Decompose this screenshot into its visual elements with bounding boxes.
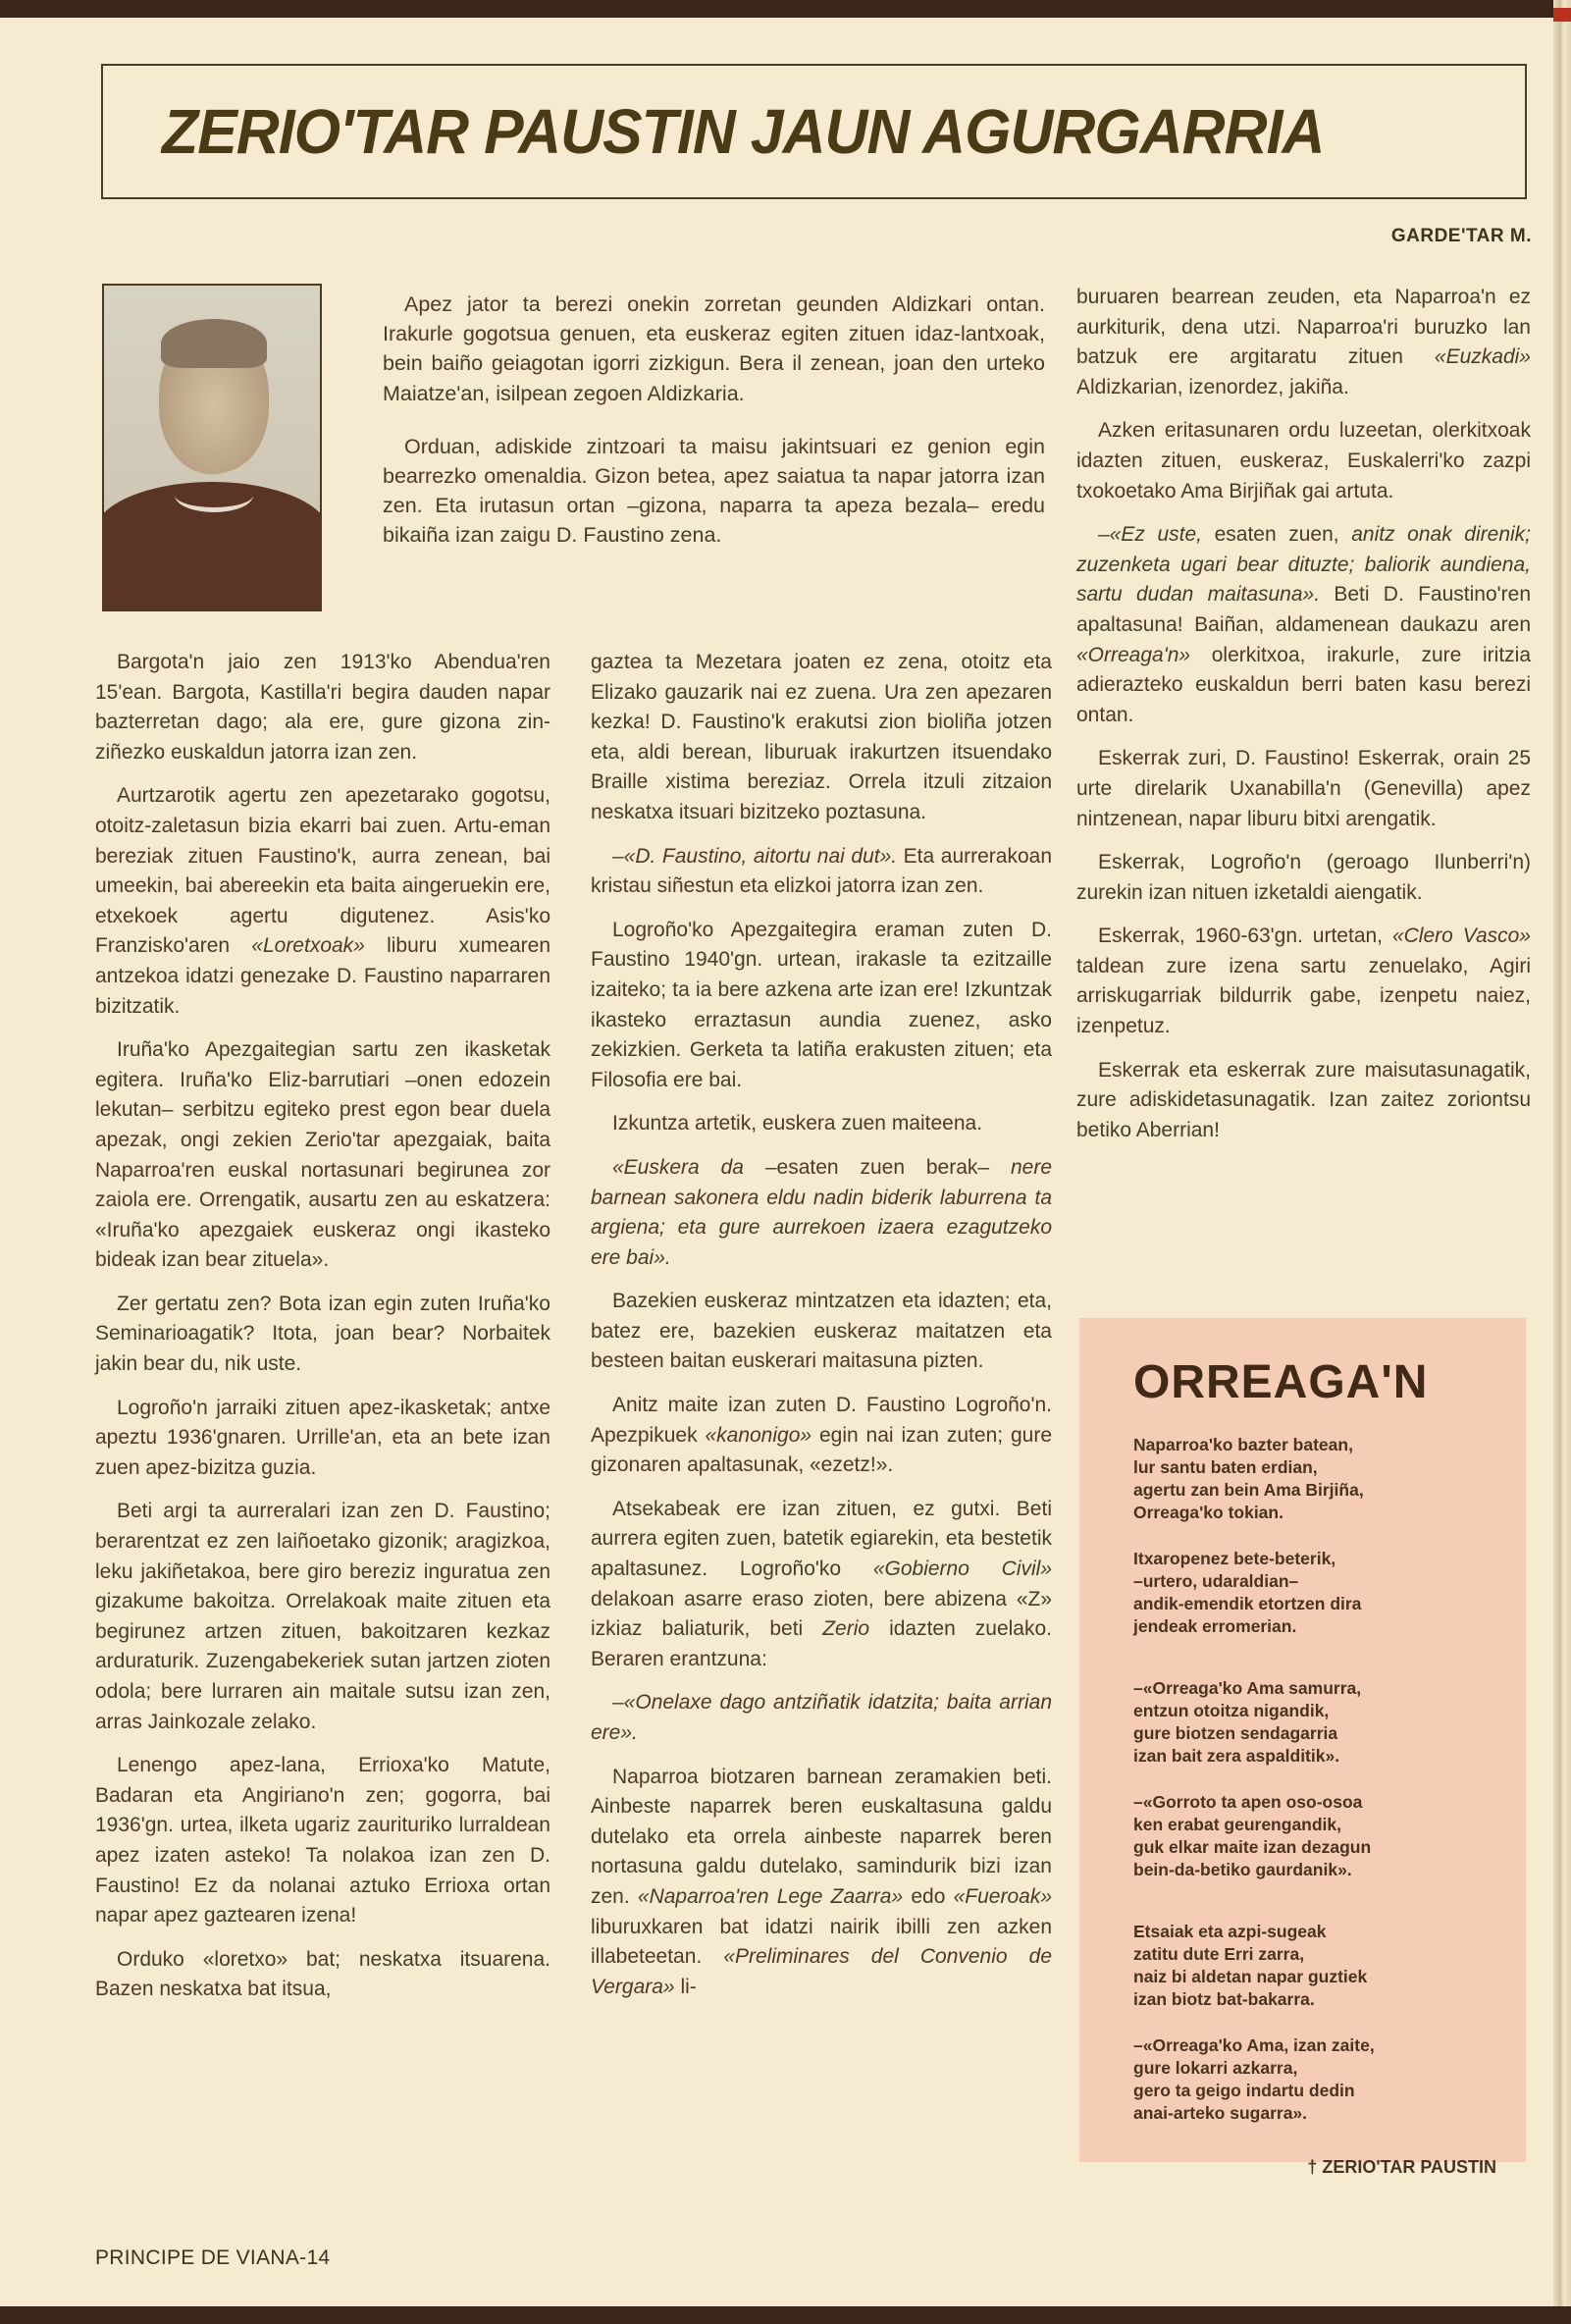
quote-paragraph: –«Onelaxe dago antziñatik idatzita; baita arrian ere». [591,1691,1052,1744]
paragraph: –«Ez uste, esaten zuen, anitz onak direnik; zuzenketa ugari bear dituzte; baliorik aundiena, sartu dudan maitasuna». Beti D. Faustino'ren apaltasuna! Baiñan, aldamenean daukazu aren «Orreaga'n» olerkitxoa, irakurle, zure iritzia adierazteko euskaldun berri baten kasu berezi ontan. [1076,523,1532,726]
column-3 [1076,283,1531,1159]
paragraph: Eskerrak eta eskerrak zure maisutasunagatik, zure adiskidetasunagatik. Izan zaitez zoriontsu betiko Aberrian! [1076,1058,1531,1141]
paragraph: Naparroa biotzaren barnean zeramakien beti. Ainbeste naparrek beren euskaltasuna galdu dutelako eta orrela ainbeste naparrek beren nortasuna galdu dutelako, samindurik bizi izan zen. «Naparroa'ren Lege Zaarra» edo «Fueroak» liburuxkaren bat idatzi nairik ibilli zen azken illabeteetan. «Preliminares del Convenio de Vergara» li- [591,1765,1053,1998]
paragraph: Anitz maite izan zuten D. Faustino Logroño'n. Apezpikuek «kanonigo» egin nai izan zuten; gure gizonaren apaltasunak, «ezetz!». [591,1394,1052,1477]
poem-sidebar [1079,1318,1526,2177]
paragraph: Logroño'n jarraiki zituen apez-ikasketak; antxe apeztu 1936'gnaren. Urrille'an, eta an bete izan zuen apez-bizitza guzia. [95,1396,550,1479]
byline: GARDE'TAR M. [1390,226,1532,246]
portrait-photo [102,284,322,611]
paragraph: gaztea ta Mezetara joaten ez zena, otoitz eta Elizako gauzarik nai ez zuena. Ura zen apezaren kezka! D. Faustino'k erakutsi zion bioliña jotzen eta, aldi berean, liburuak irakurtzen itsuendako Braille xistima bereziaz. Orrela itzuli zitzaion neskatxa itsuari bizitzeko poztasuna. [591,651,1052,823]
poem-stanza: –«Orreaga'ko Ama samurra, entzun otoitza nigandik, gure biotzen sendagarria izan bait zera aspalditik». [1133,1678,1362,1766]
intro-paragraph: Orduan, adiskide zintzoari ta maisu jakintsuari ez genion egin bearrezko omenaldia. Gizon betea, apez saiatua ta napar jatorra izan zen. Eta irutasun ortan –gizona, naparra ta apeza bezala– eredu bikaiña izan zaigu D. Faustino zena. [383,434,1045,548]
photo-collar [175,478,253,512]
paragraph: Aurtzarotik agertu zen apezetarako gogotsu, otoitz-zaletasun bizia ekarri bai zuen. Artu-eman bereziak zituen Faustino'k, aurra zenean, bai umeekin, bai abereekin eta baita aingeruekin ere, etxekoek agertu digutenez. Asis'ko Franzisko'aren «Loretxoak» liburu xumearen antzekoa idatzi genezake D. Faustino naparraren bizitzatik. [95,784,550,1018]
column-2 [591,648,1052,2016]
poem-stanza: –«Gorroto ta apen oso-osoa ken erabat geurengandik, guk elkar maite izan dezagun bein-da-betiko gaurdanik». [1133,1792,1372,1879]
photo-hair [161,319,267,368]
quote-paragraph: «Euskera da –esaten zuen berak– nere barnean sakonera eldu nadin biderik laburrena ta argiena; eta gure aurrekoen izaera ezagutzeko ere bai». [591,1155,1052,1269]
poem-stanza: Etsaiak eta azpi-sugeak zatitu dute Erri zarra, naiz bi aldetan napar guztiek izan biotz bat-bakarra. [1133,1922,1368,2009]
poem-stanza: Itxaropenez bete-beterik, –urtero, udaraldian– andik-emendik etortzen dira jendeak erromerian. [1133,1549,1362,1636]
paragraph: Eskerrak zuri, D. Faustino! Eskerrak, orain 25 urte direlarik Uxanabilla'n (Genevilla) apez nintzenean, napar liburu bitxi arengatik. [1076,747,1531,830]
poem-title: ORREAGA'N [1133,1356,1429,1408]
intro-text [383,290,1045,574]
paragraph: Zer gertatu zen? Bota izan egin zuten Iruña'ko Seminarioagatik? Itota, joan bear? Norbaitek jakin bear du, nik uste. [95,1292,550,1376]
paragraph: Beti argi ta aurreralari izan zen D. Faustino; berarentzat ez zen laiñoetako gizonik; aragizkoa, leku jakiñetakoa, bere giro bereziz inguratua zen gizakume bakoitza. Orrelakoak maite zituen eta begirunez artzen zituen, bakoitzaren kezkaz arduraturik. Zuzengabekeriek sutan jartzen zioten odola; bere lurraren ain maitale sutsu izan zen, arras Jainkozale zelako. [95,1500,550,1733]
spine-marker [1553,8,1571,22]
paragraph: Orduko «loretxo» bat; neskatxa itsuarena. Bazen neskatxa bat itsua, [95,1947,550,2001]
paragraph: Izkuntza artetik, euskera zuen maiteena. [612,1112,983,1136]
column-1 [95,648,550,2019]
paragraph: Azken eritasunaren ordu luzeetan, olerkitxoak idazten zituen, euskeraz, Euskalerri'ko zazpi txokoetako Ama Birjiñak gai artuta. [1076,419,1531,502]
intro-paragraph: Apez jator ta berezi onekin zorretan geunden Aldizkari ontan. Irakurle gogotsua genuen, eta euskeraz egiten zituen idaz-lantxoak, bein baiño geiagotan igorri zizkigun. Bera il zenean, joan den urteko Maiatze'an, isilpean zegoen Aldizkaria. [383,292,1045,405]
title-box [101,64,1527,199]
article-title: ZERIO'TAR PAUSTIN JAUN AGURGARRIA [162,96,1325,167]
poem-signature: † ZERIO'TAR PAUSTIN [1307,2157,1496,2177]
paragraph: buruaren bearrean zeuden, eta Naparroa'n ez aurkiturik, dena utzi. Naparroa'ri buruzko lan batzuk ere argitaratu zituen «Euzkadi» Aldizkarian, izenordez, jakiña. [1076,286,1531,398]
paragraph: Logroño'ko Apezgaitegira eraman zuten D. Faustino 1940'gn. urtean, irakasle ta ezitzaille izaiteko; ta ia bere azkena arte izan ere! Izkuntzak ikasteko erraztasun aundia zuenez, asko zekizkien. Gerketa ta latiña erakusten zituen; eta Filosofia ere bai. [591,918,1052,1091]
page-spine [1553,0,1571,2324]
paragraph: Eskerrak, Logroño'n (geroago Ilunberri'n) zurekin izan nituen izketaldi aiengatik. [1076,851,1531,904]
paragraph: Eskerrak, 1960-63'gn. urtetan, «Clero Vasco» taldean zure izena sartu zenuelako, Agiri arriskugarriak bildurrik gabe, izenpetu naiez, izenpetuz. [1076,924,1531,1038]
poem-stanza: Naparroa'ko bazter batean, lur santu baten erdian, agertu zan bein Ama Birjiña, Orreaga'ko tokian. [1133,1435,1364,1522]
paragraph: Iruña'ko Apezgaitegian sartu zen ikasketak egitera. Iruña'ko Eliz-barrutiari –onen edozein lekutan– serbitzu egiteko prest egon bear duela apezak, ongi zekien Zerio'tar apezgaiak, baita Naparroa'ren euskal nortasunari begirunea zor zaiola ere. Orrengatik, ausartu zen au eskatzera: «Iruña'ko apezgaiek euskeraz ongi ikasteko bideak izan bear zituela». [95,1038,550,1272]
page-footer: PRINCIPE DE VIANA-14 [95,2246,331,2269]
page-bottom-edge [0,2306,1571,2324]
paragraph: –«D. Faustino, aitortu nai dut». Eta aurrerakoan kristau siñestun eta elizkoi jatorra izan zen. [591,844,1052,898]
paragraph: Atsekabeak ere izan zituen, ez gutxi. Beti aurrera egiten zuen, batetik egiarekin, eta bestetik apaltasunez. Logroño'ko «Gobierno Civil» delakoan asarre eraso zioten, bere abizena «Z» izkiaz baliaturik, beti Zerio idazten zuelako. Beraren erantzuna: [591,1497,1052,1670]
poem-stanza: –«Orreaga'ko Ama, izan zaite, gure lokarri azkarra, gero ta geigo indartu dedin anai-arteko sugarra». [1133,2035,1375,2123]
paragraph: Bargota'n jaio zen 1913'ko Abendua'ren 15'ean. Bargota, Kastilla'ri begira dauden napar bazterretan dago; ala ere, gure gizona zin-ziñezko euskaldun jatorra izan zen. [95,651,550,764]
paragraph: Lenengo apez-lana, Errioxa'ko Matute, Badaran eta Angiriano'n zen; gogorra, bai 1936'gn. urtea, ilketa ugariz zaurituriko lurraldean apez izaten asteko! Ta nolakoa izan zen D. Faustino! Ez da nolanai aztuko Errioxa ortan napar apez gaztearen izena! [95,1754,550,1928]
paragraph: Bazekien euskeraz mintzatzen eta idazten; eta, batez ere, bazekien euskeraz maitatzen eta besteen baitan euskerari maitasuna pizten. [591,1290,1052,1373]
poem-body [1133,1434,1516,2148]
